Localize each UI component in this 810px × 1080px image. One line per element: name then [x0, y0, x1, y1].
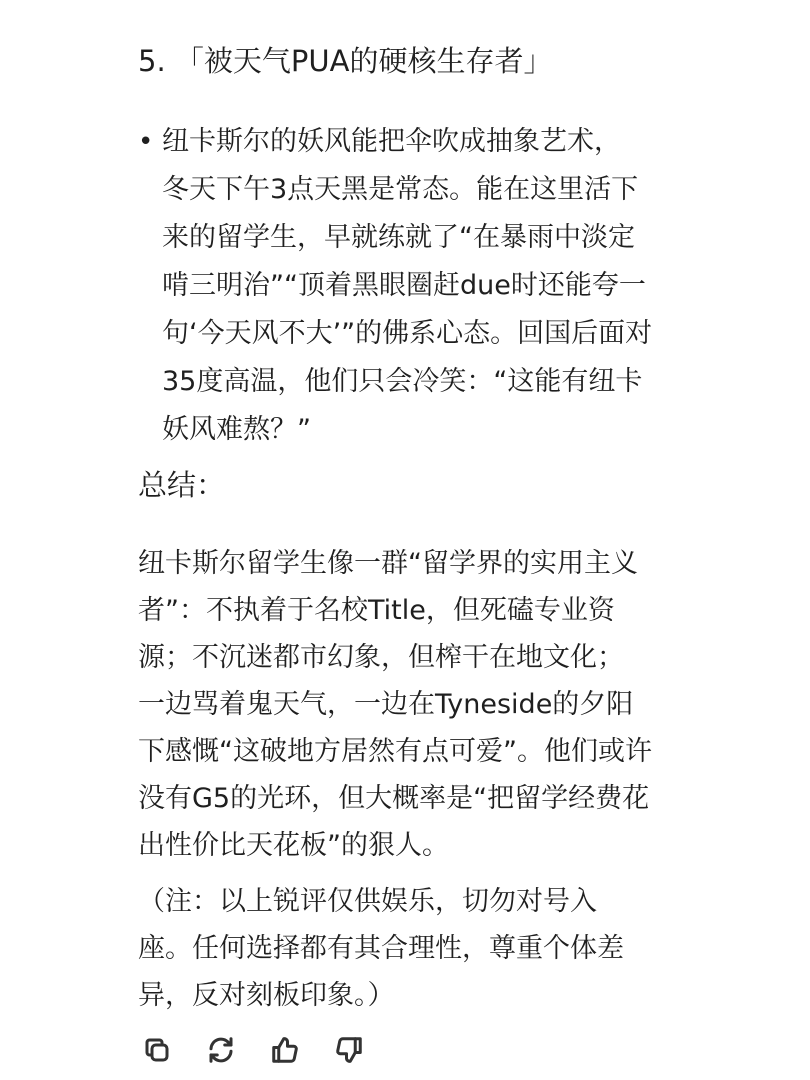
text-line: 冬天下午3点天黑是常态。能在这里活下 — [162, 174, 639, 205]
text-line: 纽卡斯尔留学生像一群“留学界的实用主义 — [138, 548, 638, 579]
text-line: 座。任何选择都有其合理性，尊重个体差 — [138, 933, 624, 964]
section-heading: 5. 「被天气PUA的硬核生存者」 — [138, 44, 553, 78]
text-line: 一边骂着鬼天气，一边在Tyneside的夕阳 — [138, 689, 634, 720]
regenerate-button[interactable] — [204, 1033, 238, 1067]
message-actions — [140, 1030, 366, 1070]
bullet-text — [162, 118, 718, 454]
text-line: 来的留学生，早就练就了“在暴雨中淡定 — [162, 222, 635, 253]
text-line: 异，反对刻板印象。） — [138, 980, 395, 1011]
summary-paragraph — [138, 540, 718, 869]
note-paragraph — [138, 878, 718, 1019]
dislike-button[interactable] — [332, 1033, 366, 1067]
thumbs-down-icon — [334, 1035, 364, 1065]
text-line: 出性价比天花板”的狠人。 — [138, 830, 449, 861]
text-line: 句‘今天风不大’”的佛系心态。回国后面对 — [162, 318, 653, 349]
text-line: 没有G5的光环，但大概率是“把留学经费花 — [138, 783, 650, 814]
text-line: 下感慨“这破地方居然有点可爱”。他们或许 — [138, 736, 652, 767]
like-button[interactable] — [268, 1033, 302, 1067]
copy-icon — [142, 1035, 172, 1065]
text-line: （注：以上锐评仅供娱乐，切勿对号入 — [138, 886, 597, 917]
regenerate-icon — [206, 1035, 236, 1065]
text-line: 啃三明治”“顶着黑眼圈赶due时还能夸一 — [162, 270, 646, 301]
bullet-marker: • — [138, 127, 154, 157]
summary-title: 总结： — [138, 468, 226, 502]
text-line: 者”：不执着于名校Title，但死磕专业资 — [138, 595, 615, 626]
thumbs-up-icon — [270, 1035, 300, 1065]
text-line: 源；不沉迷都市幻象，但榨干在地文化； — [138, 642, 624, 673]
copy-button[interactable] — [140, 1033, 174, 1067]
text-line: 妖风难熬？” — [162, 414, 311, 445]
text-line: 35度高温，他们只会冷笑：“这能有纽卡 — [162, 366, 643, 397]
text-line: 纽卡斯尔的妖风能把伞吹成抽象艺术， — [162, 126, 621, 157]
